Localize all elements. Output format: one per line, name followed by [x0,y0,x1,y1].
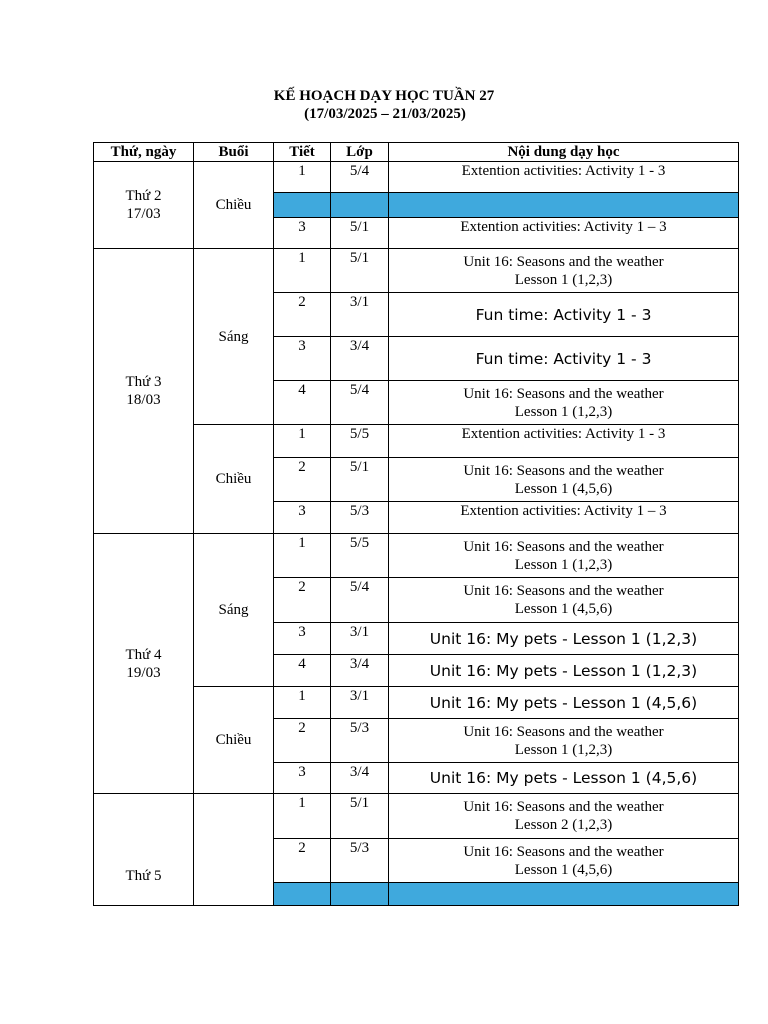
content-cell: Unit 16: Seasons and the weather Lesson 1 (1,2,3) [389,381,739,425]
class-cell: 5/5 [331,425,389,458]
header-content: Nội dung dạy học [389,143,739,162]
session-cell: Sáng [194,534,274,687]
class-cell: 3/1 [331,293,389,337]
header-class: Lớp [331,143,389,162]
content-cell: Unit 16: Seasons and the weather Lesson 2 (1,2,3) [389,794,739,839]
header-period: Tiết [274,143,331,162]
date-range: (17/03/2025 – 21/03/2025) [304,106,466,122]
class-cell: 5/1 [331,794,389,839]
content-cell [389,883,739,906]
period-cell: 2 [274,293,331,337]
period-cell: 2 [274,839,331,883]
day-cell: Thứ 4 19/03 [94,534,194,794]
period-cell: 1 [274,534,331,578]
period-cell: 3 [274,218,331,249]
period-cell: 2 [274,578,331,623]
period-cell: 3 [274,763,331,794]
day-cell: Thứ 3 18/03 [94,249,194,534]
class-cell: 5/5 [331,534,389,578]
content-cell [389,193,739,218]
period-cell: 3 [274,502,331,534]
class-cell: 5/4 [331,162,389,193]
teaching-plan-table [93,142,739,906]
table-row [94,794,739,839]
content-cell: Extention activities: Activity 1 - 3 [389,162,739,193]
period-cell: 1 [274,425,331,458]
period-cell: 1 [274,249,331,293]
content-cell: Extention activities: Activity 1 – 3 [389,218,739,249]
session-cell: Sáng [194,249,274,425]
class-cell: 3/1 [331,623,389,655]
content-cell: Fun time: Activity 1 - 3 [389,293,739,337]
content-cell: Unit 16: Seasons and the weather Lesson 1 (4,5,6) [389,839,739,883]
period-cell: 4 [274,381,331,425]
day-cell: Thứ 5 [94,794,194,906]
period-cell: 1 [274,162,331,193]
content-cell: Fun time: Activity 1 - 3 [389,337,739,381]
class-cell: 3/4 [331,655,389,687]
period-cell: 3 [274,623,331,655]
content-cell: Unit 16: My pets - Lesson 1 (1,2,3) [389,623,739,655]
content-cell: Unit 16: Seasons and the weather Lesson 1 (1,2,3) [389,719,739,763]
period-cell [274,883,331,906]
content-cell: Unit 16: My pets - Lesson 1 (4,5,6) [389,687,739,719]
table-header-row [94,143,739,162]
content-cell: Extention activities: Activity 1 – 3 [389,502,739,534]
content-cell: Unit 16: My pets - Lesson 1 (4,5,6) [389,763,739,794]
class-cell: 5/4 [331,381,389,425]
class-cell: 5/1 [331,249,389,293]
content-cell: Unit 16: Seasons and the weather Lesson 1 (1,2,3) [389,249,739,293]
class-cell [331,883,389,906]
table-row [94,162,739,193]
class-cell: 5/1 [331,218,389,249]
content-cell: Unit 16: Seasons and the weather Lesson 1 (4,5,6) [389,578,739,623]
session-cell: Chiều [194,687,274,794]
class-cell: 5/4 [331,578,389,623]
period-cell [274,193,331,218]
session-cell [194,794,274,906]
class-cell: 5/3 [331,839,389,883]
class-cell: 3/1 [331,687,389,719]
content-cell: Unit 16: Seasons and the weather Lesson 1 (1,2,3) [389,534,739,578]
class-cell: 5/1 [331,458,389,502]
class-cell: 3/4 [331,337,389,381]
period-cell: 3 [274,337,331,381]
period-cell: 4 [274,655,331,687]
class-cell: 5/3 [331,719,389,763]
period-cell: 1 [274,687,331,719]
header-session: Buổi [194,143,274,162]
period-cell: 2 [274,719,331,763]
session-cell: Chiều [194,162,274,249]
session-cell: Chiều [194,425,274,534]
class-cell [331,193,389,218]
period-cell: 1 [274,794,331,839]
document-title-block [0,87,768,123]
header-day: Thứ, ngày [94,143,194,162]
class-cell: 3/4 [331,763,389,794]
table-row [94,249,739,293]
content-cell: Unit 16: Seasons and the weather Lesson 1 (4,5,6) [389,458,739,502]
content-cell: Extention activities: Activity 1 - 3 [389,425,739,458]
table-row [94,534,739,578]
day-cell: Thứ 2 17/03 [94,162,194,249]
class-cell: 5/3 [331,502,389,534]
content-cell: Unit 16: My pets - Lesson 1 (1,2,3) [389,655,739,687]
document-title: KẾ HOẠCH DẠY HỌC TUẦN 27 [273,88,495,104]
period-cell: 2 [274,458,331,502]
